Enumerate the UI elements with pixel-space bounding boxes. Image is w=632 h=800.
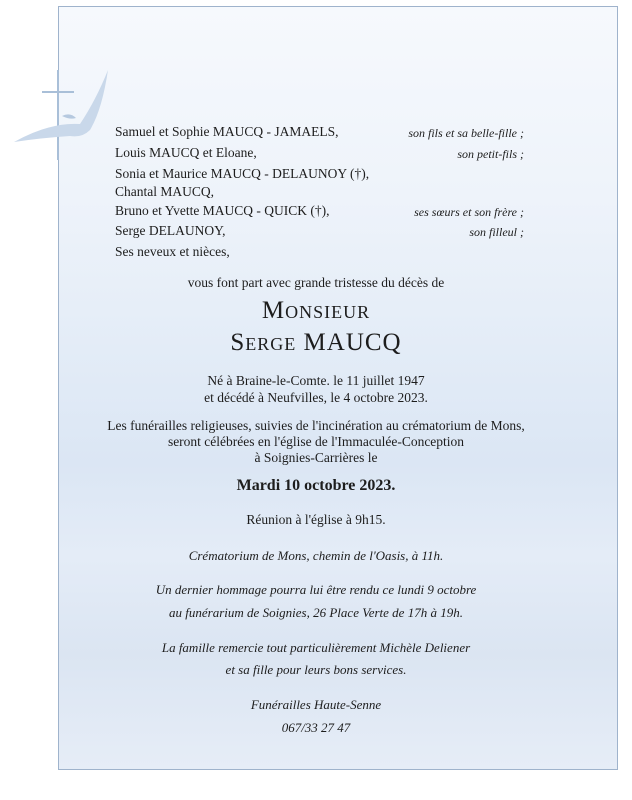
meeting-info: Réunion à l'église à 9h15. [246,512,386,527]
family-relation: son petit-fils ; [457,147,524,161]
funeral-date: Mardi 10 octobre 2023. [236,477,396,494]
family-member: Bruno et Yvette MAUCQ - QUICK (†), [115,203,330,218]
crematorium-info: Crématorium de Mons, chemin de l'Oasis, à 11h. [188,548,444,563]
announcement: vous font part avec grande tristesse du décès de [187,275,445,290]
phone-number: 067/33 27 47 [281,720,351,735]
family-member: Chantal MAUCQ, [115,184,214,199]
family-member: Samuel et Sophie MAUCQ - JAMAELS, [115,124,339,139]
funeral-text: Les funérailles religieuses, suivies de l'incinération au crématorium de Mons, [107,418,525,433]
cross-and-dove-icon [10,60,120,160]
deceased-title: Monsieur [261,297,371,324]
homage-info: Un dernier hommage pourra lui être rendu ce lundi 9 octobre [155,582,477,597]
family-member: Ses neveux et nièces, [115,244,230,259]
funeral-text: à Soignies-Carrières le [254,450,378,465]
thanks-text: La famille remercie tout particulièrement Michèle Deliener [161,640,471,655]
family-relation: son fils et sa belle-fille ; [408,126,524,140]
thanks-text: et sa fille pour leurs bons services. [225,662,407,677]
funeral-text: seront célébrées en l'église de l'Immaculée-Conception [167,434,465,449]
funeral-home: Funérailles Haute-Senne [250,697,382,712]
family-member: Serge DELAUNOY, [115,223,226,238]
family-member: Sonia et Maurice MAUCQ - DELAUNOY (†), [115,166,370,181]
homage-info: au funérarium de Soignies, 26 Place Verte de 17h à 19h. [169,605,463,620]
family-relation: son filleul ; [469,225,524,239]
deceased-name: Serge MAUCQ [230,329,402,356]
death-info: et décédé à Neufvilles, le 4 octobre 2023. [204,390,428,405]
family-relation: ses sœurs et son frère ; [414,205,524,219]
family-member: Louis MAUCQ et Eloane, [115,145,257,160]
birth-info: Né à Braine-le-Comte. le 11 juillet 1947 [207,373,425,388]
